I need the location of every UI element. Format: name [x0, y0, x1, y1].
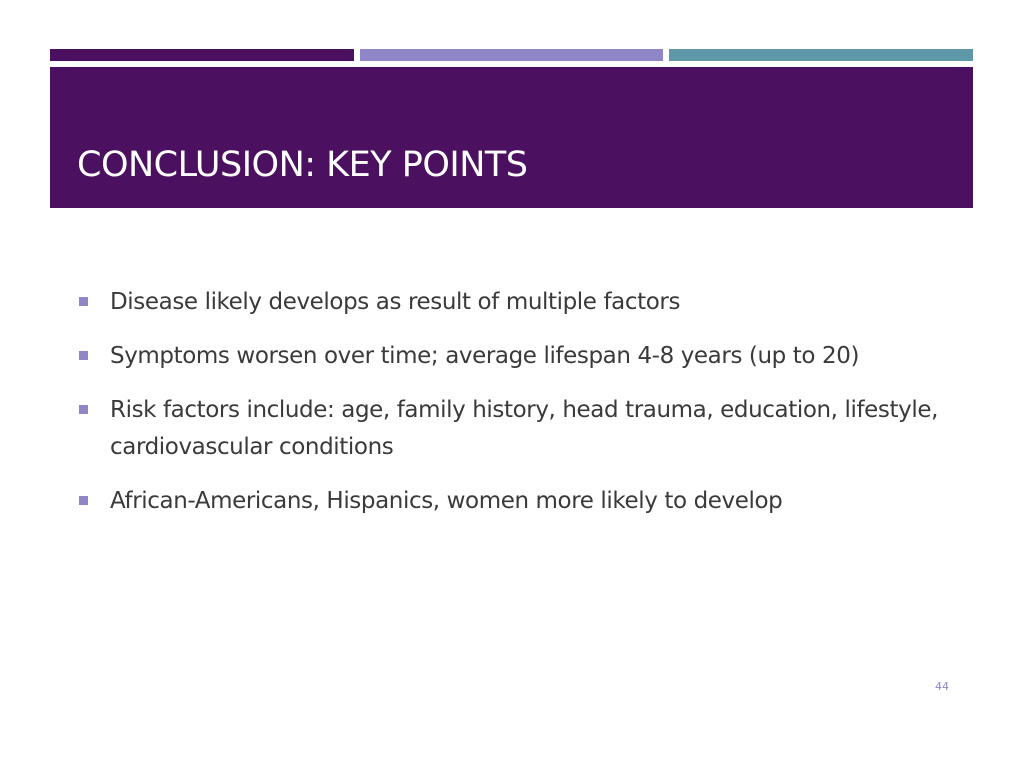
bullet-item: [78, 284, 958, 321]
accent-stripe-teal: [669, 49, 973, 61]
accent-stripe-lavender: [360, 49, 663, 61]
square-bullet-icon: [79, 405, 88, 414]
bullet-item: [78, 338, 958, 375]
bullet-item: [78, 483, 958, 520]
bullet-text: Disease likely develops as result of multiple factors: [110, 289, 681, 315]
bullet-text: Symptoms worsen over time; average lifespan 4-8 years (up to 20): [110, 343, 860, 369]
bullet-item: [78, 392, 958, 466]
bullet-text: Risk factors include: age, family history, head trauma, education, lifestyle, cardiovascular conditions: [110, 397, 938, 460]
title-banner: [50, 67, 973, 208]
square-bullet-icon: [79, 496, 88, 505]
square-bullet-icon: [79, 297, 88, 306]
bullet-text: African-Americans, Hispanics, women more likely to develop: [110, 488, 783, 514]
slide-title: CONCLUSION: KEY POINTS: [77, 145, 528, 185]
square-bullet-icon: [79, 351, 88, 360]
key-points-list: [78, 284, 958, 537]
slide-number: 44: [935, 680, 949, 693]
accent-stripe-purple: [50, 49, 354, 61]
